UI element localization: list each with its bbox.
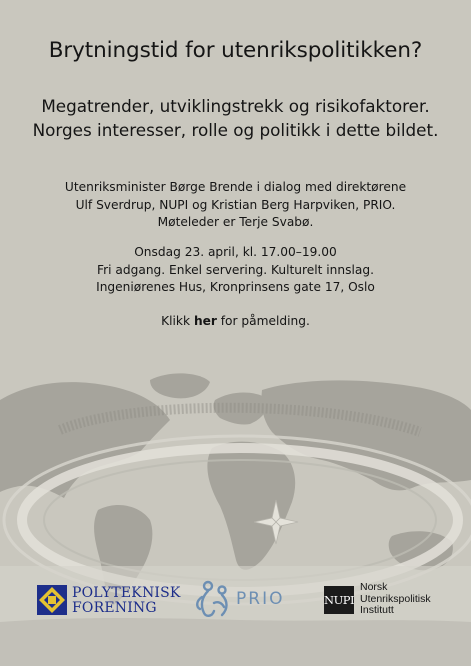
polyteknisk-wordmark [72,586,181,616]
pf-line-2: FORENING [72,600,157,616]
pf-line-1: POLYTEKNISK [72,585,181,601]
prio-figures-icon [192,577,236,621]
nupi-logo [324,580,454,622]
subtitle-line-1: Megatrender, utviklingstrekk og risikofaktorer. [41,96,430,116]
poster-title: Brytningstid for utenrikspolitikken? [48,38,423,63]
participants-line-2: Ulf Sverdrup, NUPI og Kristian Berg Harpviken, PRIO. [75,197,396,212]
event-extras: Fri adgang. Enkel servering. Kulturelt innslag. [97,262,374,277]
event-venue: Ingeniørenes Hus, Kronprinsens gate 17, Oslo [96,280,375,294]
nupi-line-1: Norsk [360,581,388,593]
nupi-wordmark [360,582,431,617]
nupi-mark: NUPI [324,586,354,614]
signup-prefix: Klikk [161,314,194,328]
participants-line-3: Møteleder er Terje Svabø. [157,215,314,229]
sponsor-logos [0,575,471,625]
prio-logo [192,575,302,623]
signup-suffix: for påmelding. [216,314,310,328]
nupi-line-3: Institutt [360,604,394,616]
signup-link[interactable]: her [193,314,217,328]
nupi-line-2: Utenrikspolitisk [360,592,431,605]
signup-text [0,314,471,328]
event-info [0,244,471,297]
participants-line-1: Utenriksminister Børge Brende i dialog med direktørene [64,180,407,194]
participants [0,179,471,232]
polyteknisk-forening-logo [36,581,181,621]
subtitle-line-2: Norges interesser, rolle og politikk i dette bildet. [32,120,439,140]
polyteknisk-emblem-icon [36,584,68,616]
event-date: Onsdag 23. april, kl. 17.00–19.00 [134,245,337,259]
subtitle [0,94,471,142]
prio-wordmark: PRIO [236,589,285,609]
